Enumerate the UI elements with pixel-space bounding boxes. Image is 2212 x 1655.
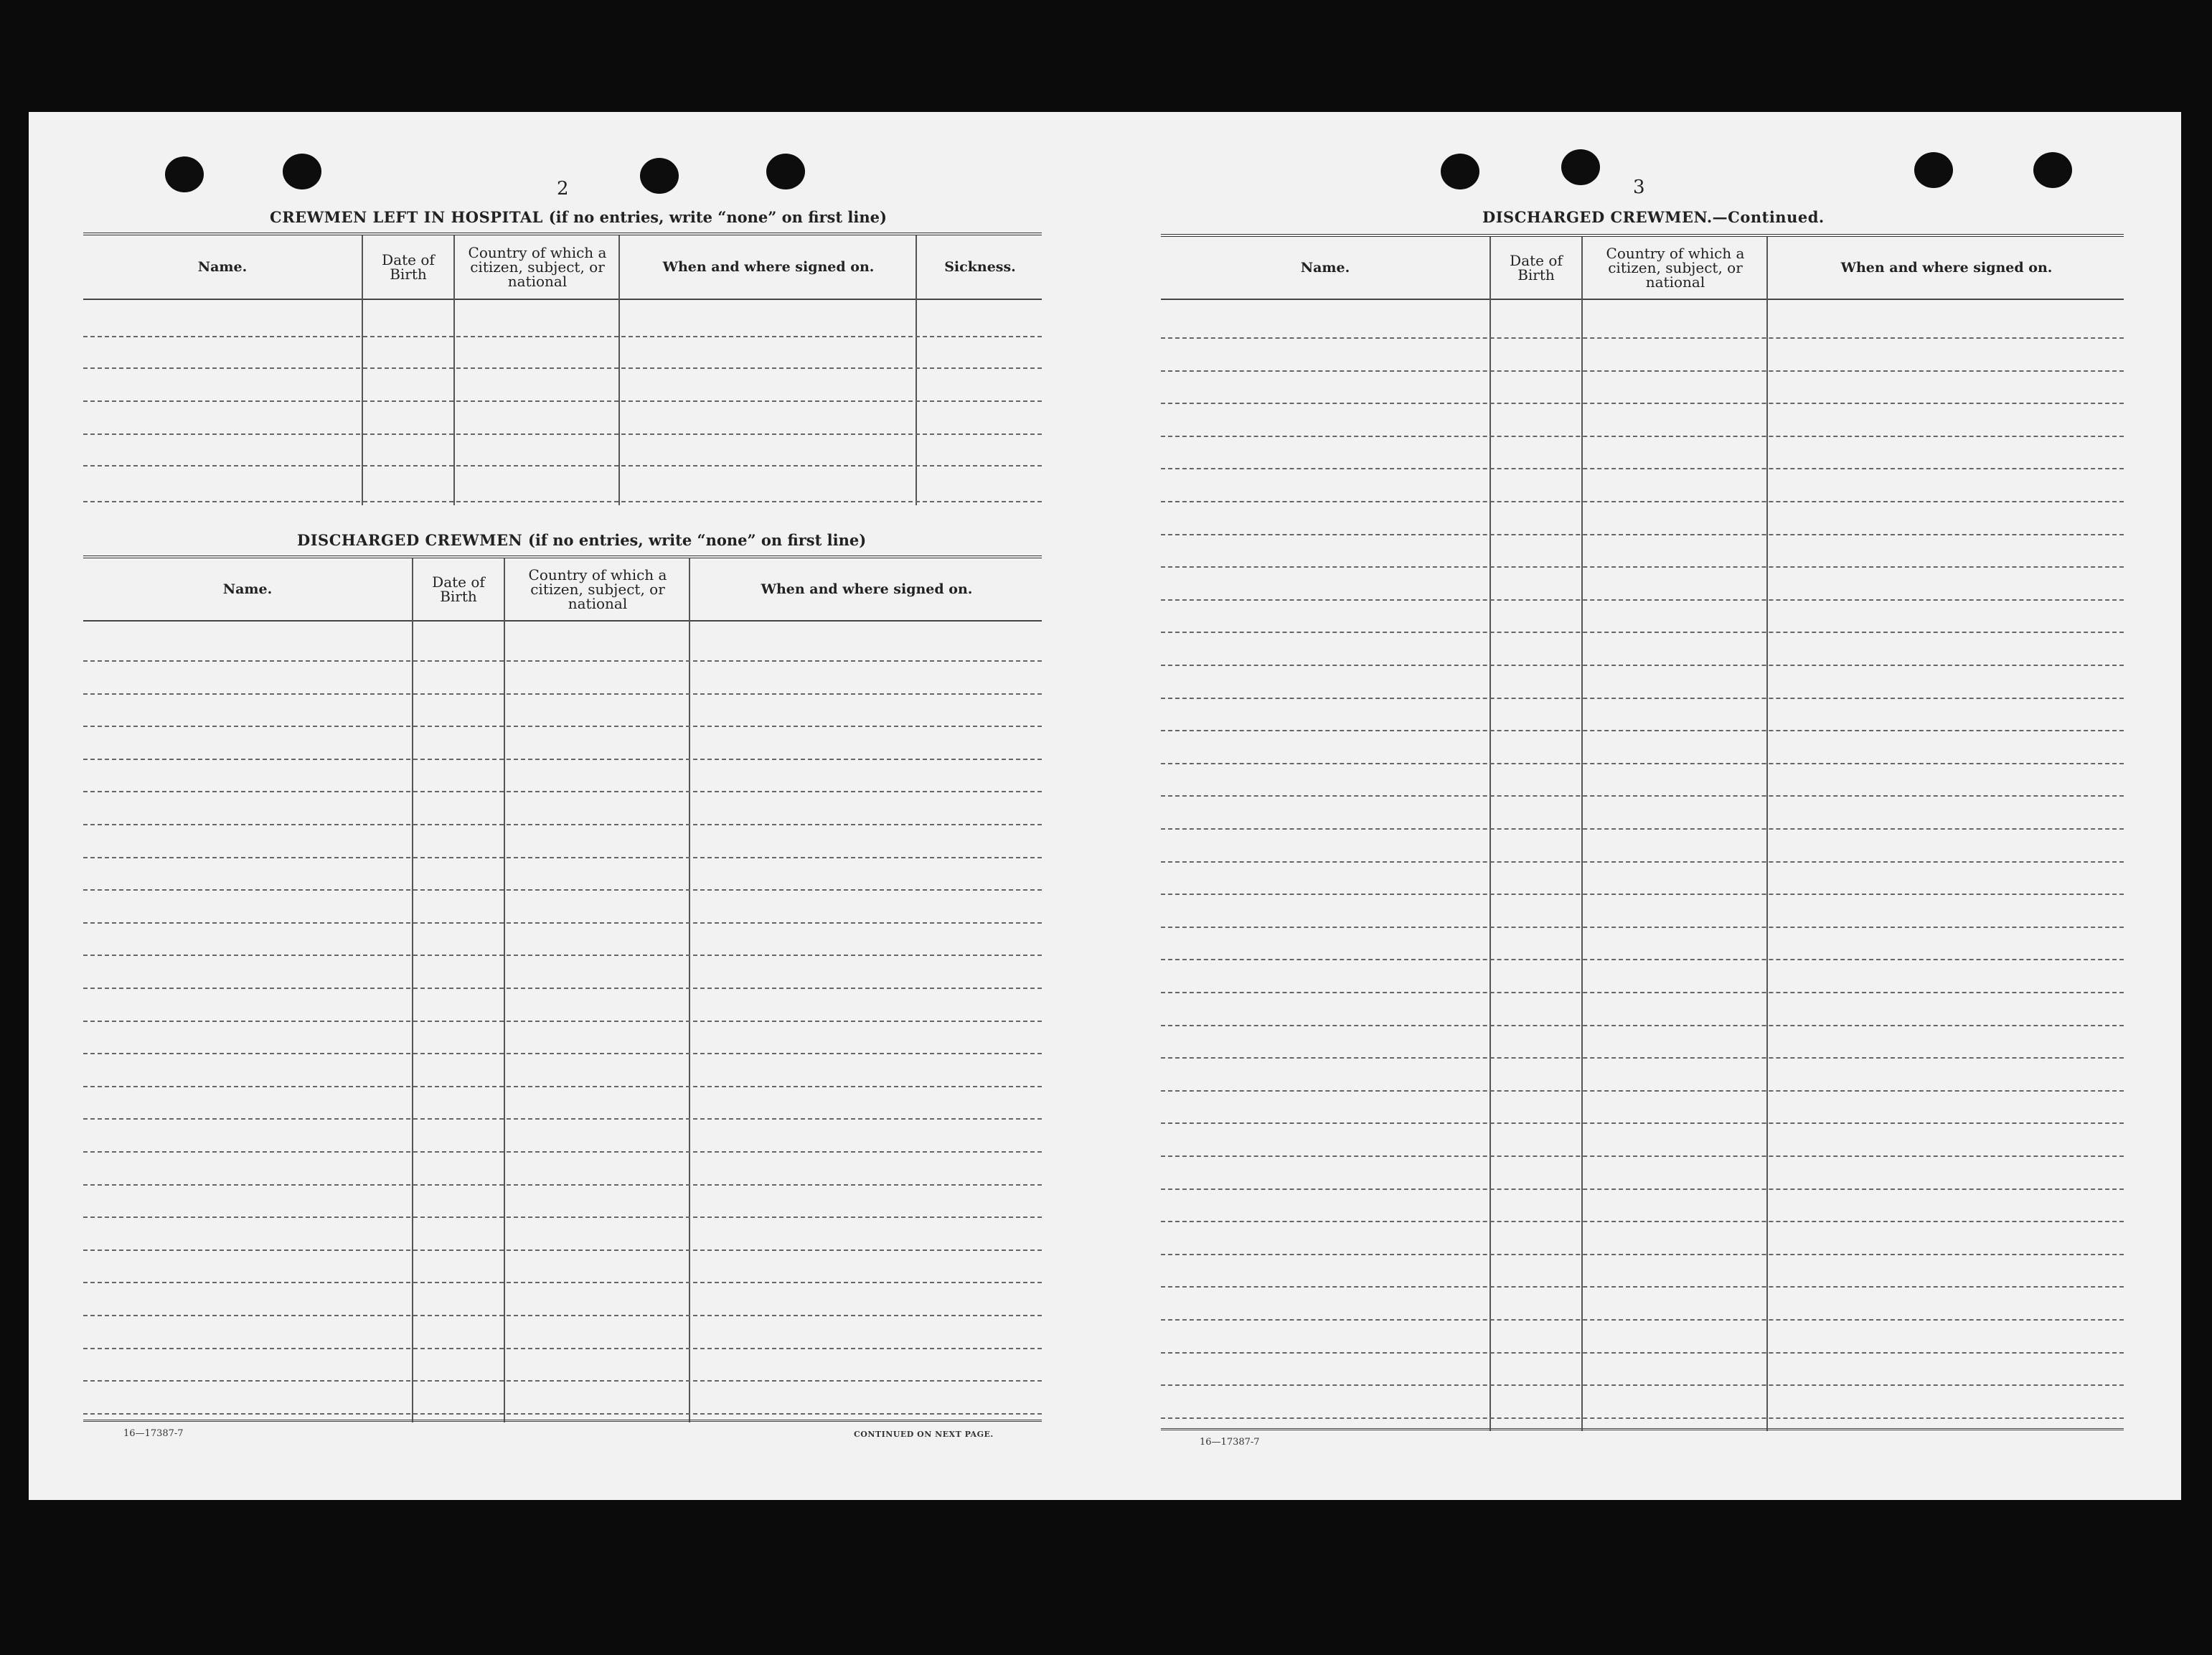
col-name-header: Name.: [1300, 260, 1350, 276]
punch-hole: [1561, 149, 1600, 185]
entry-line: [1161, 501, 2124, 502]
entry-line: [83, 726, 1042, 727]
column-divider: [1581, 237, 1583, 1431]
entry-line: [83, 1413, 1042, 1415]
entry-line: [83, 988, 1042, 989]
column-divider: [1766, 237, 1768, 1431]
entry-line: [1161, 927, 2124, 928]
entry-line: [1161, 894, 2124, 895]
entry-line: [1161, 1155, 2124, 1157]
col-signed-on-header: When and where signed on.: [761, 581, 973, 597]
discharged-continued-table: [1161, 234, 2124, 1434]
entry-line: [1161, 468, 2124, 469]
entry-line: [1161, 1286, 2124, 1288]
bottom-rule: [1161, 1428, 2124, 1430]
entry-line: [1161, 828, 2124, 830]
entry-line: [83, 1315, 1042, 1316]
entry-line: [83, 824, 1042, 825]
entry-line: [83, 1380, 1042, 1382]
col-dob-header: Date of Birth: [1510, 252, 1563, 283]
entry-line: [83, 1021, 1042, 1022]
entry-line: [1161, 599, 2124, 601]
col-sickness-header: Sickness.: [944, 259, 1016, 275]
continued-section-title: DISCHARGED CREWMEN.—Continued.: [1482, 208, 1825, 226]
hospital-title-note: (if no entries, write “none” on first line): [548, 208, 887, 226]
col-dob-header: Date of Birth: [382, 251, 435, 283]
entry-line: [83, 693, 1042, 695]
hospital-section-title: [270, 208, 887, 226]
entry-line: [1161, 959, 2124, 960]
punch-hole: [2033, 152, 2072, 188]
entry-line: [83, 1151, 1042, 1153]
column-divider: [689, 558, 690, 1422]
entry-line: [83, 1216, 1042, 1218]
col-signed-on-header: When and where signed on.: [662, 259, 875, 275]
entry-line: [83, 433, 1042, 435]
page-number-right: 3: [1633, 177, 1645, 198]
entry-line: [1161, 1221, 2124, 1222]
entry-line: [83, 367, 1042, 369]
entry-line: [1161, 403, 2124, 404]
entry-line: [83, 1184, 1042, 1186]
entry-line: [1161, 763, 2124, 764]
col-country-header: Country of which a citizen, subject, or national: [1606, 245, 1745, 291]
entry-line: [83, 1282, 1042, 1283]
continued-table-header: [1161, 237, 2124, 300]
entry-line: [1161, 1319, 2124, 1321]
discharged-section-title: [297, 531, 866, 549]
entry-line: [1161, 436, 2124, 437]
punch-hole: [640, 158, 679, 194]
entry-line: [1161, 730, 2124, 731]
entry-line: [83, 465, 1042, 467]
entry-line: [1161, 1417, 2124, 1419]
entry-line: [1161, 1352, 2124, 1354]
col-name-header: Name.: [197, 259, 248, 275]
discharged-title-note: (if no entries, write “none” on first line): [527, 531, 867, 549]
entry-line: [83, 759, 1042, 760]
entry-line: [1161, 1122, 2124, 1124]
entry-line: [1161, 1188, 2124, 1190]
entry-line: [83, 1250, 1042, 1251]
entry-line: [83, 336, 1042, 337]
entry-line: [1161, 992, 2124, 993]
continued-note: CONTINUED ON NEXT PAGE.: [854, 1430, 994, 1439]
entry-line: [83, 1053, 1042, 1054]
col-signed-on-header: When and where signed on.: [1840, 260, 2053, 276]
entry-line: [1161, 1090, 2124, 1092]
column-divider: [412, 558, 413, 1422]
entry-line: [1161, 534, 2124, 535]
entry-line: [83, 791, 1042, 792]
punch-hole: [1441, 154, 1479, 189]
entry-line: [83, 1348, 1042, 1349]
entry-line: [1161, 795, 2124, 797]
entry-line: [1161, 370, 2124, 372]
column-divider: [504, 558, 505, 1422]
bottom-rule: [83, 1420, 1042, 1422]
hospital-table-header: [83, 235, 1042, 300]
entry-line: [1161, 1025, 2124, 1026]
entry-line: [1161, 566, 2124, 568]
punch-hole: [165, 156, 204, 192]
entry-line: [83, 400, 1042, 402]
col-name-header: Name.: [222, 581, 273, 597]
entry-line: [1161, 698, 2124, 699]
entry-line: [1161, 337, 2124, 339]
col-dob-header: Date of Birth: [432, 573, 485, 605]
entry-line: [83, 889, 1042, 891]
entry-line: [1161, 1254, 2124, 1255]
hospital-table: [83, 233, 1042, 508]
discharged-table-header: [83, 558, 1042, 622]
entry-line: [83, 660, 1042, 662]
discharged-table: [83, 555, 1042, 1427]
page-number-left: 2: [557, 178, 569, 200]
hospital-title-text: CREWMEN LEFT IN HOSPITAL: [270, 208, 543, 226]
punch-hole: [1914, 152, 1953, 188]
entry-line: [83, 1086, 1042, 1087]
entry-line: [1161, 632, 2124, 633]
col-country-header: Country of which a citizen, subject, or national: [468, 244, 607, 290]
form-number-right: 16—17387-7: [1200, 1437, 1260, 1448]
col-country-header: Country of which a citizen, subject, or national: [528, 566, 667, 612]
entry-line: [83, 1118, 1042, 1120]
entry-line: [83, 857, 1042, 858]
column-divider: [1489, 237, 1491, 1431]
form-number-left: 16—17387-7: [123, 1428, 184, 1439]
entry-line: [1161, 1384, 2124, 1386]
entry-line: [1161, 1057, 2124, 1059]
entry-line: [1161, 665, 2124, 666]
punch-hole: [283, 154, 321, 189]
discharged-title-text: DISCHARGED CREWMEN: [297, 531, 523, 549]
punch-hole: [766, 154, 805, 189]
entry-line: [83, 922, 1042, 924]
entry-line: [1161, 861, 2124, 863]
entry-line: [83, 501, 1042, 502]
entry-line: [83, 955, 1042, 956]
